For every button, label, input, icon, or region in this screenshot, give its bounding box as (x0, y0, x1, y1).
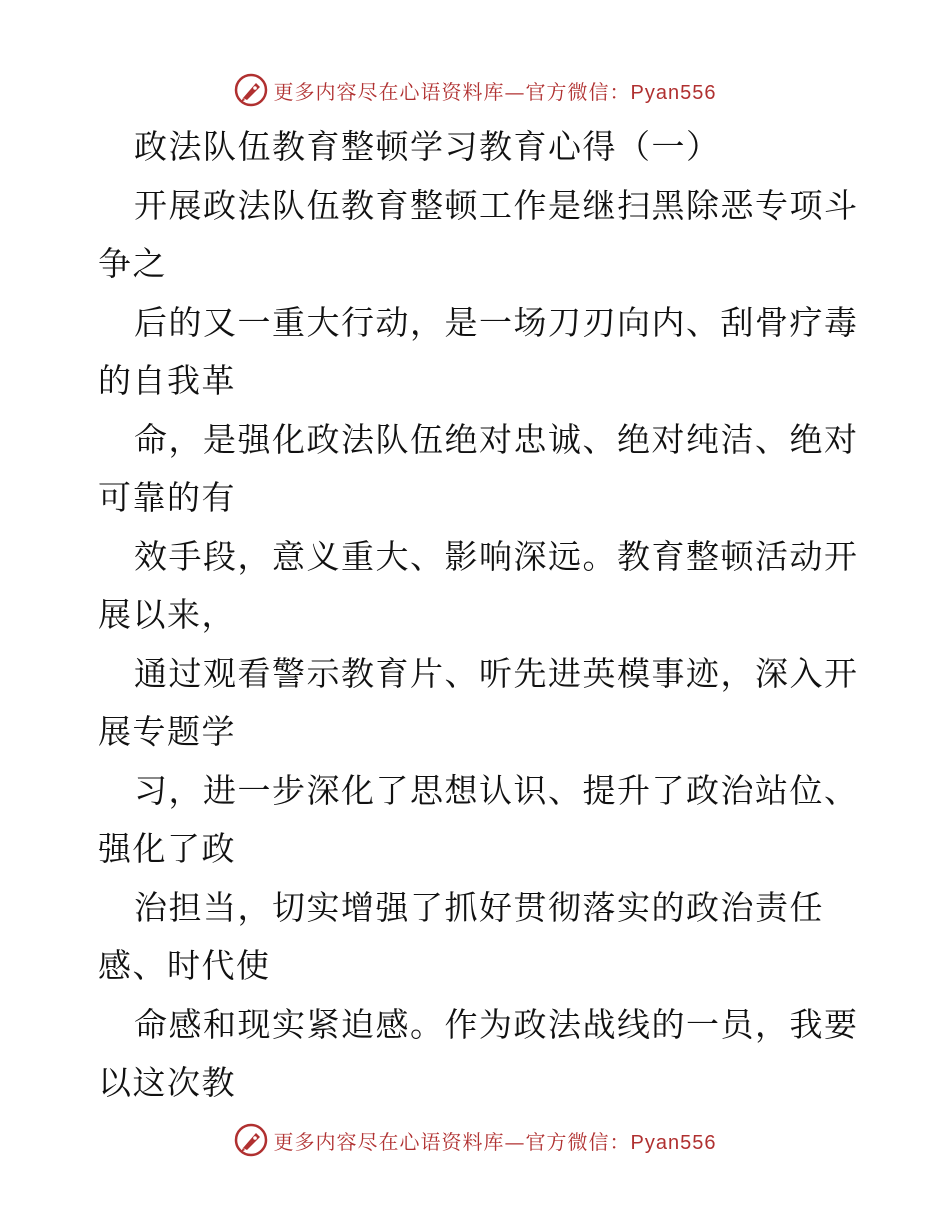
paragraph-line: 命感和现实紧迫感。作为政法战线的一员，我要 (134, 1004, 859, 1044)
paragraph-line: 开展政法队伍教育整顿工作是继扫黑除恶专项斗 (134, 185, 859, 225)
footer-watermark-banner (0, 1120, 950, 1160)
watermark-text: 更多内容尽在心语资料库—官方微信：Pyan556 (273, 79, 717, 104)
paragraph-line: 感、时代使 (98, 946, 271, 985)
paragraph-line: 展专题学 (98, 712, 236, 751)
paragraph-line: 习，进一步深化了思想认识、提升了政治站位、 (134, 770, 859, 810)
paragraph-line: 的自我革 (98, 361, 236, 400)
pen-nib-icon (234, 73, 268, 107)
watermark-contact: Pyan556 (630, 1131, 717, 1154)
paragraph-line: 治担当，切实增强了抓好贯彻落实的政治责任 (134, 887, 824, 927)
paragraph-line: 以这次教 (98, 1063, 236, 1102)
paragraph-line: 效手段，意义重大、影响深远。教育整顿活动开 (134, 536, 859, 576)
paragraph-line: 争之 (98, 244, 167, 283)
document-title: 政法队伍教育整顿学习教育心得（一） (134, 127, 721, 166)
paragraph-line: 命，是强化政法队伍绝对忠诚、绝对纯洁、绝对 (134, 419, 859, 459)
watermark-contact: Pyan556 (630, 81, 717, 104)
paragraph-line: 展以来， (98, 595, 236, 634)
watermark-text: 更多内容尽在心语资料库—官方微信：Pyan556 (273, 1129, 717, 1154)
paragraph-line: 可靠的有 (98, 478, 236, 517)
pen-nib-icon (234, 1123, 268, 1157)
paragraph-line: 通过观看警示教育片、听先进英模事迹，深入开 (134, 653, 859, 693)
paragraph-line: 后的又一重大行动，是一场刀刃向内、刮骨疗毒 (134, 302, 859, 342)
document-body (98, 118, 858, 1113)
paragraph-line: 强化了政 (98, 829, 236, 868)
header-watermark-banner (0, 70, 950, 110)
